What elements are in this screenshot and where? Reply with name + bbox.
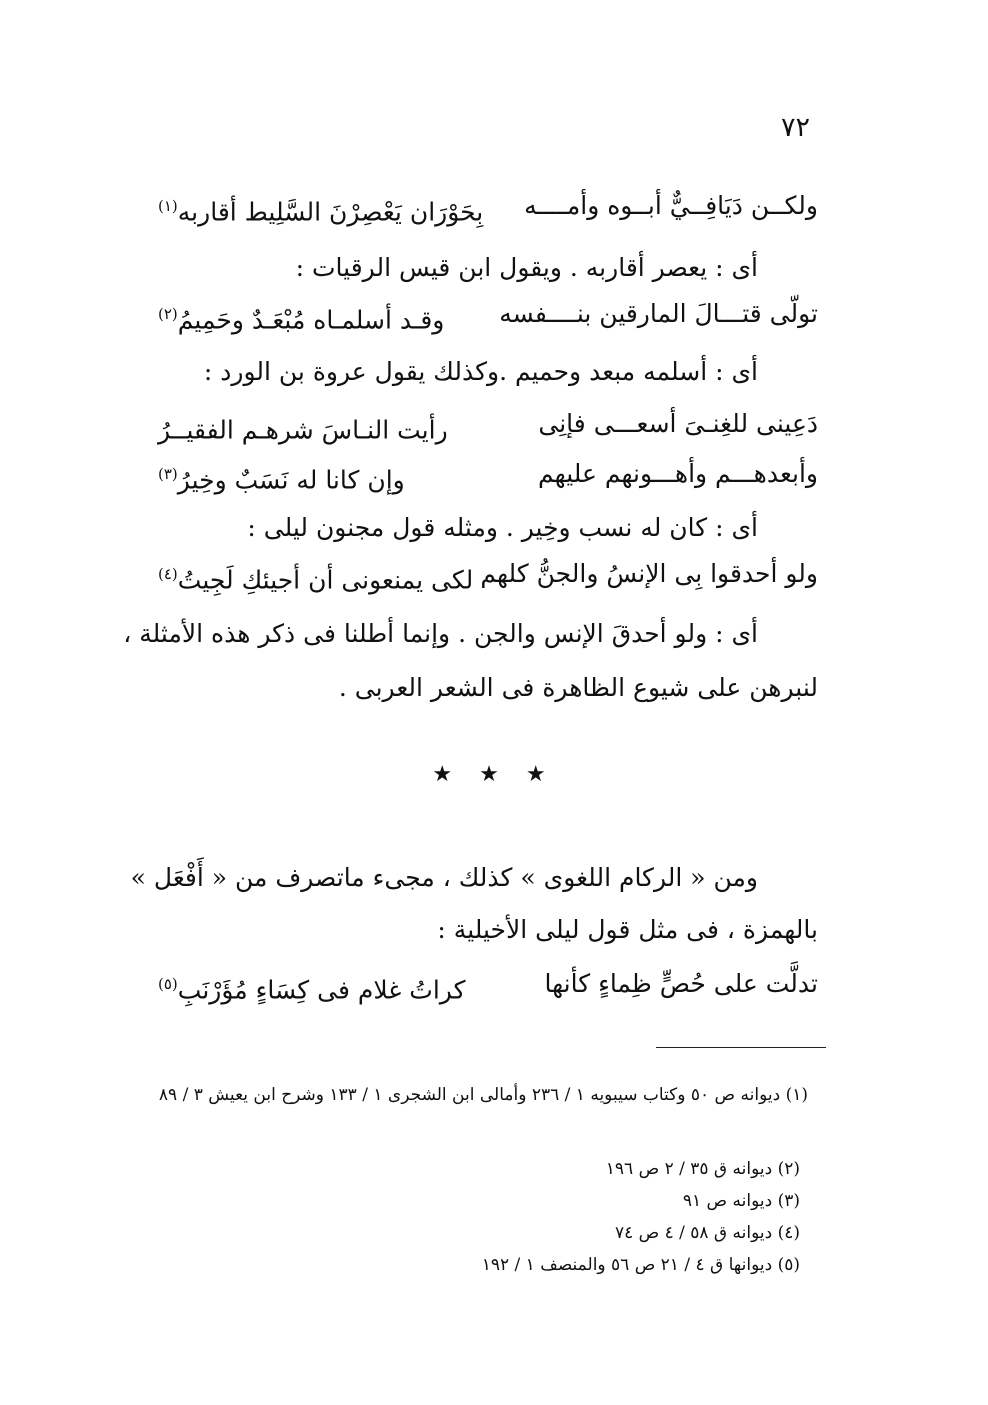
footnote-ref: (٤) [158,565,178,583]
footnote: (٢) ديوانه ق ٣٥ / ٢ ص ١٩٦ [605,1159,800,1179]
commentary-paragraph: أى : يعصر أقاربه . ويقول ابن قيس الرقيات : [295,253,758,282]
commentary-paragraph: لنبرهن على شيوع الظاهرة فى الشعر العربى . [338,673,818,702]
verse-second-hemistich: رأيت النـاسَ شرهـم الفقيــرُ [158,415,448,445]
verse-second-hemistich: بِحَوْرَان يَعْصِرْنَ السَّلِيط أقاربه$^{(١)}$ [158,197,484,227]
commentary-paragraph: أى : ولو أحدقَ الإنس والجن . وإنما أطلنا فى ذكر هذه الأمثلة ، [123,619,758,648]
verse-first-hemistich: تولّى قتـــالَ المارقين بنــــفسه [499,299,818,328]
verse-line [158,296,818,338]
verse-line [158,406,818,448]
section-separator-stars: ★ ★ ★ [432,762,556,787]
page-number: ٧٢ [780,112,810,143]
commentary-paragraph: أى : أسلمه مبعد وحميم .وكذلك يقول عروة بن الورد : [203,357,758,386]
footnote-ref: (٥) [158,975,178,993]
verse-first-hemistich: ولو أحدقوا بِى الإنسُ والجنُّ كلهم [480,559,818,588]
footnote-ref: (١) [158,197,178,215]
verse-first-hemistich: وأبعدهـــم وأهـــونهم عليهم [538,459,818,488]
footnote-ref: (٣) [158,465,178,483]
verse-line [158,966,818,1008]
commentary-paragraph: أى : كان له نسب وخِير . ومثله قول مجنون ليلى : [247,513,758,542]
verse-first-hemistich: دَعِينى للغِنـىَ أسعـــى فإنِى [538,409,818,438]
footnote: (٣) ديوانه ص ٩١ [682,1191,800,1211]
verse-first-hemistich: ولكــن دَيَافِــيٌّ أبــوه وأمــــه [524,191,818,220]
verse-first-hemistich: تدلَّت على حُصٍّ ظِماءٍ كأنها [544,969,818,998]
verse-line [158,188,818,230]
body-paragraph: بالهمزة ، فى مثل قول ليلى الأخيلية : [437,915,818,944]
footnote-divider [656,1047,826,1048]
verse-second-hemistich: وإن كانا له نَسَبٌ وخِيرُ$^{(٣)}$ [158,465,405,495]
footnote: (١) ديوانه ص ٥٠ وكتاب سيبويه ١ / ٢٣٦ وأمالى ابن الشجرى ١ / ١٣٣ وشرح ابن يعيش ٣ / ٨٩ [158,1085,808,1105]
verse-second-hemistich: لكى يمنعونى أن أجيئكِ لَجِيتُ$^{(٤)}$ [158,565,474,595]
body-paragraph: ومن « الركام اللغوى » كذلك ، مجىء ماتصرف من « أَفْعَل » [130,863,758,892]
footnote: (٥) ديوانها ق ٤ / ٢١ ص ٥٦ والمنصف ١ / ١٩٢ [481,1255,800,1275]
verse-line [158,556,818,598]
footnote: (٤) ديوانه ق ٥٨ / ٤ ص ٧٤ [614,1223,800,1243]
verse-second-hemistich: وقـد أسلمـاه مُبْعَـدٌ وحَمِيمُ$^{(٢)}$ [158,305,445,335]
footnote-ref: (٢) [158,305,178,323]
verse-line [158,456,818,498]
verse-second-hemistich: كراتُ غلام فى كِسَاءٍ مُؤَرْنَبِ$^{(٥)}$ [158,975,466,1005]
